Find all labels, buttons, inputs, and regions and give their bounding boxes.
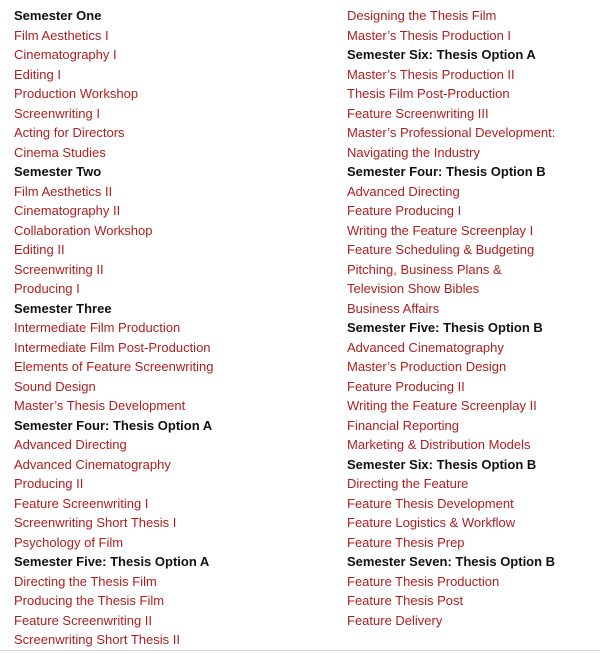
course-link-feature-screenwriting-i[interactable]: Feature Screenwriting I bbox=[14, 495, 149, 511]
course-link-masters-thesis-development[interactable]: Master’s Thesis Development bbox=[14, 398, 186, 413]
semester-heading-semester-seven-thesis-option-b: Semester Seven: Thesis Option B bbox=[347, 554, 556, 569]
course-link-advanced-directing[interactable]: Advanced Directing bbox=[347, 183, 460, 199]
course-link-producing-ii[interactable]: Producing II bbox=[14, 476, 84, 491]
semester-heading-semester-two: Semester Two bbox=[14, 164, 102, 179]
course-link-feature-producing-ii[interactable]: Feature Producing II bbox=[347, 378, 465, 394]
course-link-business-affairs[interactable]: Business Affairs bbox=[347, 300, 440, 316]
course-link-masters-thesis-production-ii[interactable]: Master’s Thesis Production II bbox=[347, 66, 515, 82]
course-link-screenwriting-ii[interactable]: Screenwriting II bbox=[14, 261, 104, 277]
course-link-feature-producing-i[interactable]: Feature Producing I bbox=[347, 203, 462, 218]
course-link-elements-of-feature-screenwriting[interactable]: Elements of Feature Screenwriting bbox=[14, 359, 214, 374]
course-link-financial-reporting[interactable]: Financial Reporting bbox=[347, 417, 460, 433]
semester-heading-semester-four-thesis-option-a: Semester Four: Thesis Option A bbox=[14, 417, 213, 433]
course-link-feature-thesis-production[interactable]: Feature Thesis Production bbox=[347, 573, 500, 589]
course-link-marketing-and-distribution-models[interactable]: Marketing & Distribution Models bbox=[347, 437, 531, 452]
course-link-production-workshop[interactable]: Production Workshop bbox=[14, 86, 139, 101]
course-link-feature-logistics-and-workflow[interactable]: Feature Logistics & Workflow bbox=[347, 515, 516, 530]
course-link-feature-screenwriting-iii[interactable]: Feature Screenwriting III bbox=[347, 105, 489, 121]
semester-heading-semester-six-thesis-option-a: Semester Six: Thesis Option A bbox=[347, 47, 536, 62]
course-link-directing-the-feature[interactable]: Directing the Feature bbox=[347, 476, 469, 491]
course-link-screenwriting-short-thesis-i[interactable]: Screenwriting Short Thesis I bbox=[14, 515, 177, 530]
course-link-masters-professional-development[interactable]: Master’s Professional Development: bbox=[347, 125, 556, 140]
course-link-designing-the-thesis-film[interactable]: Designing the Thesis Film bbox=[347, 8, 497, 23]
right-column bbox=[347, 6, 597, 630]
bottom-divider bbox=[0, 650, 600, 651]
semester-heading-semester-one: Semester One bbox=[14, 8, 102, 23]
course-link-sound-design[interactable]: Sound Design bbox=[14, 378, 96, 394]
course-link-intermediate-film-production[interactable]: Intermediate Film Production bbox=[14, 320, 181, 335]
semester-heading-semester-five-thesis-option-a: Semester Five: Thesis Option A bbox=[14, 554, 210, 569]
course-link-masters-production-design[interactable]: Master’s Production Design bbox=[347, 359, 507, 374]
course-link-feature-thesis-post[interactable]: Feature Thesis Post bbox=[347, 593, 464, 608]
semester-heading-semester-three: Semester Three bbox=[14, 300, 112, 316]
course-link-cinema-studies[interactable]: Cinema Studies bbox=[14, 144, 106, 160]
course-link-feature-thesis-development[interactable]: Feature Thesis Development bbox=[347, 495, 514, 511]
course-link-psychology-of-film[interactable]: Psychology of Film bbox=[14, 534, 124, 550]
course-link-cinematography-ii[interactable]: Cinematography II bbox=[14, 203, 121, 218]
course-link-directing-the-thesis-film[interactable]: Directing the Thesis Film bbox=[14, 573, 157, 589]
course-link-cinematography-i[interactable]: Cinematography I bbox=[14, 47, 117, 62]
semester-heading-semester-four-thesis-option-b: Semester Four: Thesis Option B bbox=[347, 164, 546, 179]
semester-heading-semester-six-thesis-option-b: Semester Six: Thesis Option B bbox=[347, 456, 537, 472]
course-link-intermediate-film-post-production[interactable]: Intermediate Film Post-Production bbox=[14, 339, 211, 355]
course-link-advanced-cinematography[interactable]: Advanced Cinematography bbox=[347, 339, 504, 355]
course-link-screenwriting-short-thesis-ii[interactable]: Screenwriting Short Thesis II bbox=[14, 632, 180, 647]
course-link-feature-scheduling-and-budgeting[interactable]: Feature Scheduling & Budgeting bbox=[347, 242, 535, 257]
course-link-writing-the-feature-screenplay-ii[interactable]: Writing the Feature Screenplay II bbox=[347, 398, 537, 413]
course-link-producing-i[interactable]: Producing I bbox=[14, 281, 80, 296]
course-link-feature-screenwriting-ii[interactable]: Feature Screenwriting II bbox=[14, 612, 153, 628]
semester-heading-semester-five-thesis-option-b: Semester Five: Thesis Option B bbox=[347, 320, 543, 335]
course-link-navigating-the-industry[interactable]: Navigating the Industry bbox=[347, 144, 480, 160]
course-link-masters-thesis-production-i[interactable]: Master’s Thesis Production I bbox=[347, 27, 512, 43]
left-column bbox=[14, 6, 334, 650]
course-link-screenwriting-i[interactable]: Screenwriting I bbox=[14, 105, 100, 121]
course-link-feature-delivery[interactable]: Feature Delivery bbox=[347, 612, 443, 628]
course-link-pitching-business-plans-and[interactable]: Pitching, Business Plans & bbox=[347, 261, 502, 277]
course-link-producing-the-thesis-film[interactable]: Producing the Thesis Film bbox=[14, 593, 165, 608]
course-link-writing-the-feature-screenplay-i[interactable]: Writing the Feature Screenplay I bbox=[347, 222, 534, 238]
course-link-advanced-cinematography[interactable]: Advanced Cinematography bbox=[14, 456, 171, 472]
course-link-editing-i[interactable]: Editing I bbox=[14, 66, 61, 82]
course-link-collaboration-workshop[interactable]: Collaboration Workshop bbox=[14, 222, 153, 238]
course-link-film-aesthetics-ii[interactable]: Film Aesthetics II bbox=[14, 183, 113, 199]
course-link-television-show-bibles[interactable]: Television Show Bibles bbox=[347, 281, 480, 296]
course-link-acting-for-directors[interactable]: Acting for Directors bbox=[14, 125, 125, 140]
course-link-thesis-film-post-production[interactable]: Thesis Film Post-Production bbox=[347, 86, 510, 101]
course-link-advanced-directing[interactable]: Advanced Directing bbox=[14, 437, 127, 452]
course-link-feature-thesis-prep[interactable]: Feature Thesis Prep bbox=[347, 534, 465, 550]
course-link-film-aesthetics-i[interactable]: Film Aesthetics I bbox=[14, 27, 109, 43]
course-link-editing-ii[interactable]: Editing II bbox=[14, 242, 65, 257]
